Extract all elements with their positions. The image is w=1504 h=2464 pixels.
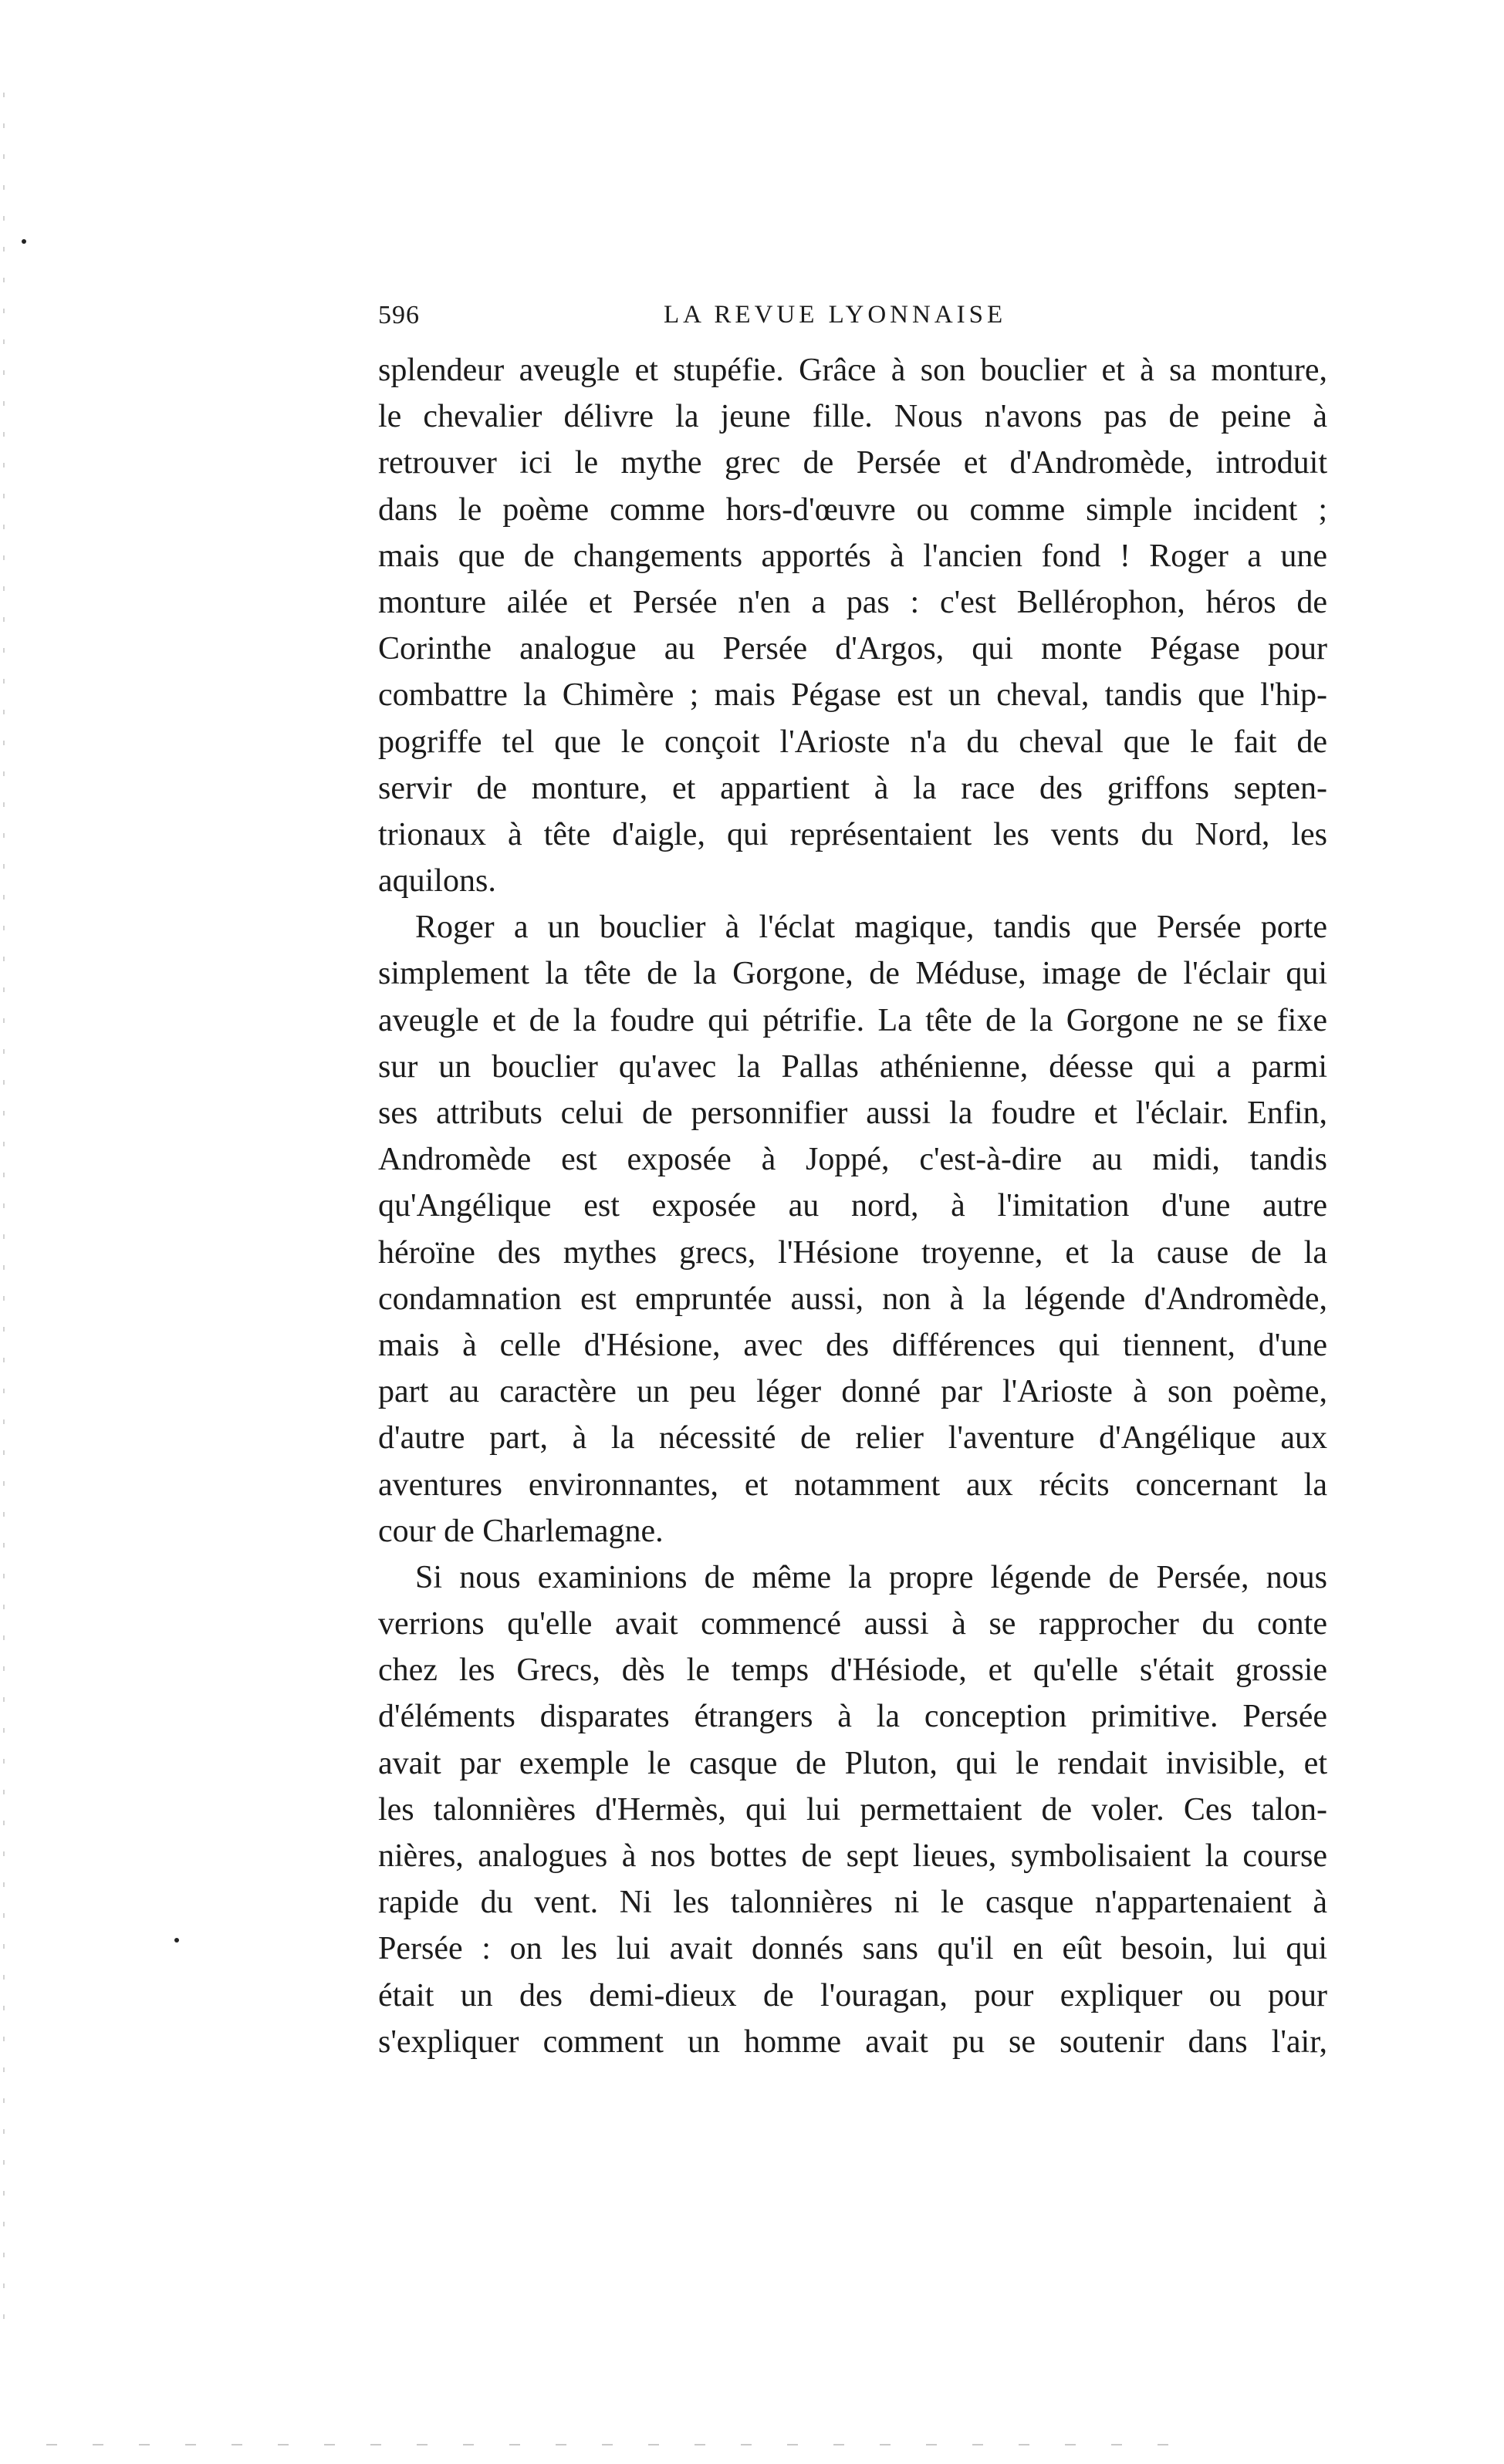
paragraph [378,1554,1327,2065]
text-line: splendeur aveugle et stupéfie. Grâce à son bouclier et à sa monture, [378,353,1327,388]
text-line: ses attributs celui de personnifier aussi la foudre et l'éclair. Enfin, [378,1095,1327,1131]
text-line: Andromède est exposée à Joppé, c'est-à-dire au midi, tandis [378,1142,1327,1178]
text-line: mais que de changements apportés à l'ancien fond ! Roger a une [378,538,1327,574]
text-line: condamnation est empruntée aussi, non à la légende d'Andromède, [378,1281,1327,1317]
text-line: Si nous examinions de même la propre légende de Persée, nous [415,1559,1327,1595]
text-line: aveugle et de la foudre qui pétrifie. La tête de la Gorgone ne se fixe [378,1002,1327,1038]
text-line: monture ailée et Persée n'en a pas : c'est Bellérophon, héros de [378,584,1327,620]
text-line: les talonnières d'Hermès, qui lui permettaient de voler. Ces talon- [378,1791,1327,1828]
text-line: mais à celle d'Hésione, avec des différences qui tiennent, d'une [378,1327,1327,1363]
text-line: s'expliquer comment un homme avait pu se soutenir dans l'air, [378,2024,1327,2060]
text-line: d'autre part, à la nécessité de relier l'aventure d'Angélique aux [378,1420,1327,1456]
text-line: simplement la tête de la Gorgone, de Méduse, image de l'éclair qui [378,956,1327,992]
text-line: était un des demi-dieux de l'ouragan, pour expliquer ou pour [378,1977,1327,2013]
text-line: rapide du vent. Ni les talonnières ni le casque n'appartenaient à [378,1885,1327,1921]
text-line: chez les Grecs, dès le temps d'Hésiode, et qu'elle s'était grossie [378,1652,1327,1689]
text-line: part au caractère un peu léger donné par l'Arioste à son poème, [378,1374,1327,1410]
scan-edge-artifact [3,93,5,2330]
text-line: nières, analogues à nos bottes de sept lieues, symbolisaient la course [378,1838,1327,1874]
text-line: dans le poème comme hors-d'œuvre ou comme simple incident ; [378,491,1327,528]
text-line: aventures environnantes, et notamment aux récits concernant la [378,1467,1327,1503]
text-line: cour de Charlemagne. [378,1513,664,1549]
scan-dot-artifact [22,239,26,244]
text-line: Persée : on les lui avait donnés sans qu'il en eût besoin, lui qui [378,1931,1327,1967]
text-line: servir de monture, et appartient à la race des griffons septen- [378,770,1327,806]
paragraph [378,904,1327,1554]
text-line: d'éléments disparates étrangers à la conception primitive. Persée [378,1699,1327,1735]
page-number: 596 [378,301,420,329]
scan-dot-artifact [174,1938,179,1943]
text-line: retrouver ici le mythe grec de Persée et d'Andromède, introduit [378,445,1327,481]
text-line: qu'Angélique est exposée au nord, à l'imitation d'une autre [378,1188,1327,1224]
paragraph [378,347,1327,904]
body-text [378,347,1327,2065]
page-header [378,301,1327,339]
text-line: aquilons. [378,863,496,900]
text-line: sur un bouclier qu'avec la Pallas athénienne, déesse qui a parmi [378,1048,1327,1085]
text-line: héroïne des mythes grecs, l'Hésione troyenne, et la cause de la [378,1234,1327,1271]
text-line: combattre la Chimère ; mais Pégase est un cheval, tandis que l'hip- [378,677,1327,714]
running-head: LA REVUE LYONNAISE [664,301,1007,329]
text-line: verrions qu'elle avait commencé aussi à se rapprocher du conte [378,1606,1327,1642]
text-line: le chevalier délivre la jeune fille. Nous n'avons pas de peine à [378,399,1327,435]
text-line: trionaux à tête d'aigle, qui représentaient les vents du Nord, les [378,816,1327,852]
text-line: Roger a un bouclier à l'éclat magique, tandis que Persée porte [415,910,1327,946]
text-line: Corinthe analogue au Persée d'Argos, qui monte Pégase pour [378,631,1327,667]
text-line: avait par exemple le casque de Pluton, qui le rendait invisible, et [378,1745,1327,1781]
scan-bottom-artifact [46,2444,1204,2445]
text-line: pogriffe tel que le conçoit l'Arioste n'a du cheval que le fait de [378,724,1327,760]
